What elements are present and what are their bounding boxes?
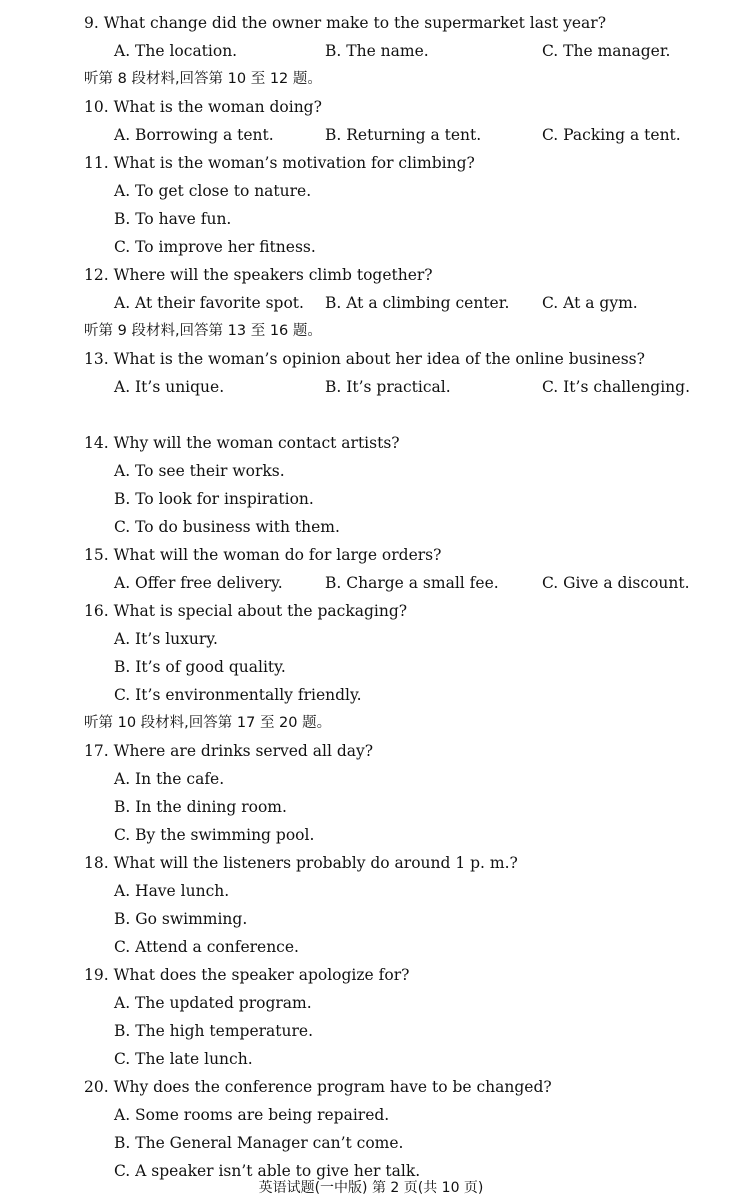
section-note-8: 听第 8 段材料,回答第 10 至 12 题。: [84, 71, 322, 87]
option-16-a: A. It’s luxury.: [114, 630, 218, 648]
options-row-9: [0, 37, 742, 65]
option-18-a: A. Have lunch.: [114, 882, 230, 900]
option-19-b: B. The high temperature.: [114, 1022, 314, 1040]
option-14-c: C. To do business with them.: [114, 518, 340, 536]
section-note-10: 听第 10 段材料,回答第 17 至 20 题。: [84, 715, 332, 731]
options-row-12: [0, 289, 742, 317]
question-stem-9: 9. What change did the owner make to the supermarket last year?: [84, 14, 607, 32]
option-10-a: A. Borrowing a tent.: [114, 126, 274, 144]
question-stem-13: 13. What is the woman’s opinion about her idea of the online business?: [84, 350, 645, 368]
option-9-a: A. The location.: [114, 42, 238, 60]
question-stem-15: 15. What will the woman do for large orders?: [84, 546, 442, 564]
option-15-a: A. Offer free delivery.: [114, 574, 283, 592]
option-11-c: C. To improve her fitness.: [114, 238, 316, 256]
option-20-b: B. The General Manager can’t come.: [114, 1134, 404, 1152]
option-20-c: C. A speaker isn’t able to give her talk.: [114, 1162, 421, 1180]
option-18-c: C. Attend a conference.: [114, 938, 299, 956]
option-10-b: B. Returning a tent.: [325, 126, 482, 144]
option-11-a: A. To get close to nature.: [114, 182, 312, 200]
option-9-c: C. The manager.: [542, 42, 671, 60]
question-stem-18: 18. What will the listeners probably do around 1 p. m.?: [84, 854, 518, 872]
option-13-a: A. It’s unique.: [114, 378, 225, 396]
options-row-15: [0, 569, 742, 597]
options-row-10: [0, 121, 742, 149]
option-16-b: B. It’s of good quality.: [114, 658, 286, 676]
option-17-b: B. In the dining room.: [114, 798, 287, 816]
option-18-b: B. Go swimming.: [114, 910, 248, 928]
question-stem-19: 19. What does the speaker apologize for?: [84, 966, 410, 984]
option-13-b: B. It’s practical.: [325, 378, 451, 396]
option-19-c: C. The late lunch.: [114, 1050, 253, 1068]
question-stem-10: 10. What is the woman doing?: [84, 98, 322, 116]
option-12-c: C. At a gym.: [542, 294, 638, 312]
option-10-c: C. Packing a tent.: [542, 126, 681, 144]
option-17-a: A. In the cafe.: [114, 770, 225, 788]
options-row-13: [0, 373, 742, 401]
option-15-b: B. Charge a small fee.: [325, 574, 499, 592]
option-17-c: C. By the swimming pool.: [114, 826, 315, 844]
option-9-b: B. The name.: [325, 42, 429, 60]
option-20-a: A. Some rooms are being repaired.: [114, 1106, 390, 1124]
option-16-c: C. It’s environmentally friendly.: [114, 686, 362, 704]
option-12-b: B. At a climbing center.: [325, 294, 510, 312]
section-note-9: 听第 9 段材料,回答第 13 至 16 题。: [84, 323, 322, 339]
option-11-b: B. To have fun.: [114, 210, 232, 228]
option-19-a: A. The updated program.: [114, 994, 312, 1012]
question-stem-16: 16. What is special about the packaging?: [84, 602, 408, 620]
option-14-a: A. To see their works.: [114, 462, 285, 480]
question-stem-17: 17. Where are drinks served all day?: [84, 742, 374, 760]
question-stem-12: 12. Where will the speakers climb together?: [84, 266, 433, 284]
question-stem-14: 14. Why will the woman contact artists?: [84, 434, 400, 452]
question-stem-11: 11. What is the woman’s motivation for climbing?: [84, 154, 475, 172]
page-footer: 英语试题(一中版) 第 2 页(共 10 页): [258, 1180, 484, 1196]
option-15-c: C. Give a discount.: [542, 574, 690, 592]
option-14-b: B. To look for inspiration.: [114, 490, 314, 508]
question-stem-20: 20. Why does the conference program have to be changed?: [84, 1078, 552, 1096]
option-12-a: A. At their favorite spot.: [114, 294, 304, 312]
option-13-c: C. It’s challenging.: [542, 378, 691, 396]
